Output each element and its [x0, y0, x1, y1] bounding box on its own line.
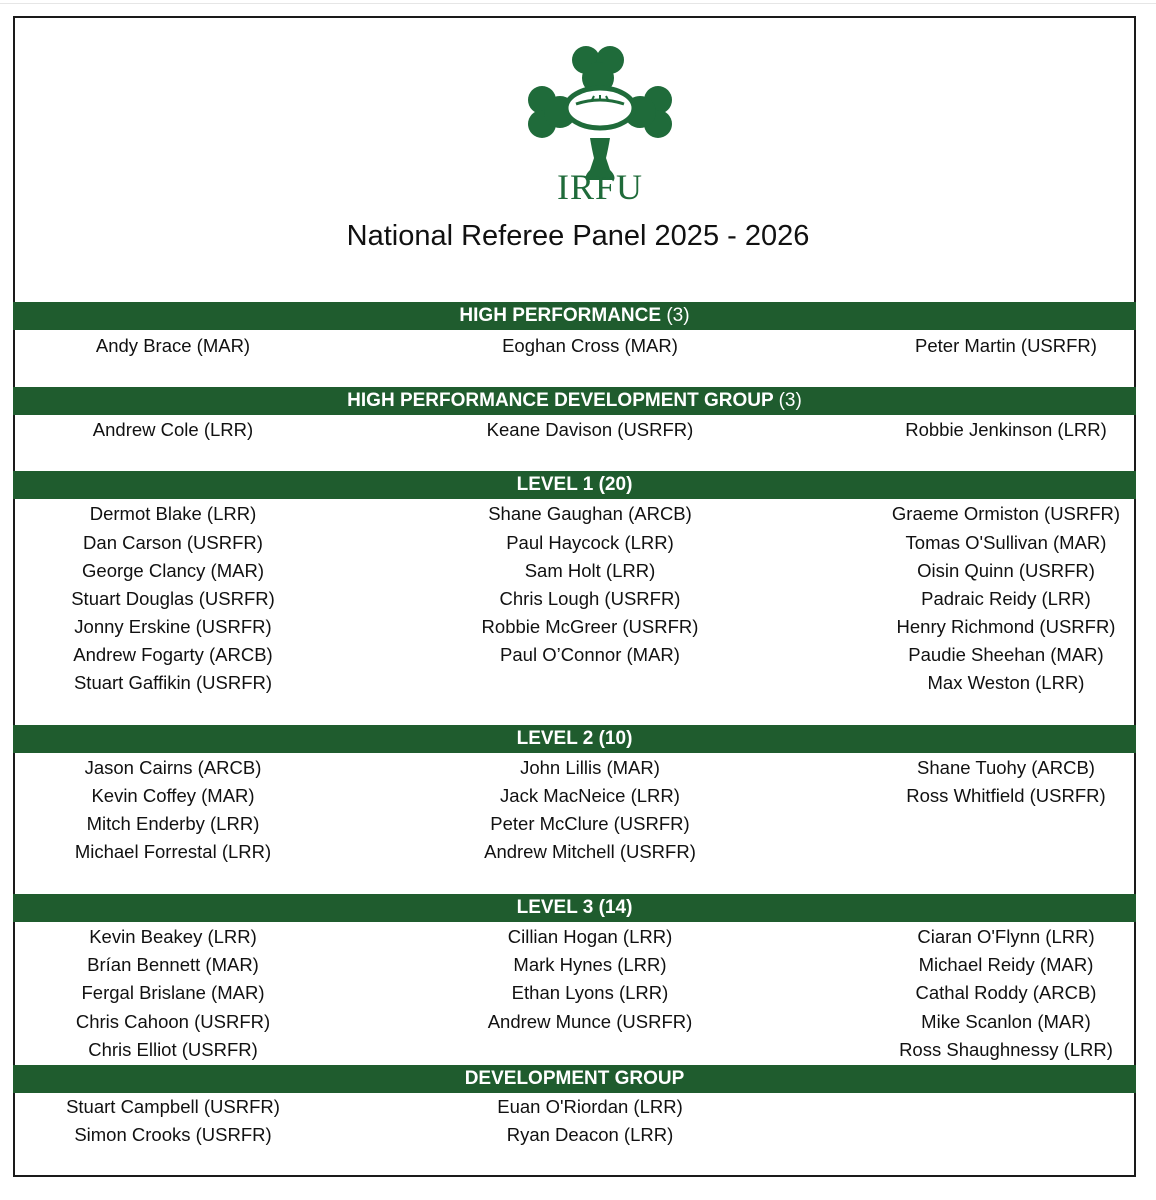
referee-name: Padraic Reidy (LRR)	[921, 588, 1091, 609]
table-row	[13, 613, 1136, 641]
referee-name: Tomas O'Sullivan (MAR)	[905, 532, 1107, 553]
section-count: (3)	[666, 305, 690, 326]
referee-name: Paul O’Connor (MAR)	[500, 644, 680, 665]
section-label: LEVEL 1 (20)	[516, 474, 633, 495]
referee-name: Peter Martin (USRFR)	[915, 335, 1097, 356]
referee-name: Stuart Douglas (USRFR)	[71, 588, 275, 609]
section-header-level-3	[13, 894, 1136, 922]
table-row	[13, 810, 1136, 838]
referee-name: Ross Shaughnessy (LRR)	[899, 1039, 1113, 1060]
section-header-development-group	[13, 1065, 1136, 1093]
table-row	[13, 782, 1136, 810]
referee-name: Mark Hynes (LRR)	[513, 954, 667, 975]
table-row	[13, 1121, 1136, 1149]
referee-name: Ross Whitfield (USRFR)	[906, 785, 1106, 806]
table-row	[13, 500, 1136, 528]
table-row	[13, 1036, 1136, 1064]
table-row	[13, 1093, 1136, 1121]
referee-name: Kevin Coffey (MAR)	[91, 785, 255, 806]
table-row	[13, 585, 1136, 613]
section-label: DEVELOPMENT GROUP	[464, 1068, 685, 1089]
section-label: HIGH PERFORMANCE	[459, 305, 662, 326]
referee-name: Peter McClure (USRFR)	[490, 813, 690, 834]
referee-name: Andrew Cole (LRR)	[92, 419, 254, 440]
table-row	[13, 979, 1136, 1007]
table-row	[13, 416, 1136, 444]
table-row	[13, 1008, 1136, 1036]
table-row	[13, 754, 1136, 782]
referee-name: Chris Lough (USRFR)	[499, 588, 681, 609]
table-row	[13, 557, 1136, 585]
table-row	[13, 923, 1136, 951]
referee-name: Euan O'Riordan (LRR)	[497, 1096, 683, 1117]
referee-name: Dan Carson (USRFR)	[83, 532, 263, 553]
referee-name: Fergal Brislane (MAR)	[81, 982, 265, 1003]
referee-name: Ciaran O'Flynn (LRR)	[917, 926, 1095, 947]
referee-name: Mitch Enderby (LRR)	[86, 813, 260, 834]
section-header-hp-development-group	[13, 387, 1136, 415]
referee-name: Dermot Blake (LRR)	[89, 503, 257, 524]
section-label: LEVEL 2 (10)	[516, 728, 633, 749]
referee-name: Robbie Jenkinson (LRR)	[905, 419, 1107, 440]
section-header-level-2	[13, 725, 1136, 753]
referee-name: Stuart Campbell (USRFR)	[66, 1096, 280, 1117]
page-title: National Referee Panel 2025 - 2026	[346, 220, 810, 252]
referee-name: Andy Brace (MAR)	[95, 335, 251, 356]
referee-name: George Clancy (MAR)	[82, 560, 264, 581]
referee-name: Chris Elliot (USRFR)	[88, 1039, 258, 1060]
referee-name: Jason Cairns (ARCB)	[84, 757, 262, 778]
referee-name: Graeme Ormiston (USRFR)	[891, 503, 1121, 524]
referee-name: Cathal Roddy (ARCB)	[915, 982, 1097, 1003]
referee-name: Andrew Munce (USRFR)	[487, 1011, 693, 1032]
referee-name: Paudie Sheehan (MAR)	[908, 644, 1104, 665]
referee-name: Shane Tuohy (ARCB)	[917, 757, 1095, 778]
referee-name: Chris Cahoon (USRFR)	[75, 1011, 271, 1032]
section-label: HIGH PERFORMANCE DEVELOPMENT GROUP	[347, 390, 774, 411]
table-row	[13, 669, 1136, 697]
referee-name: Ryan Deacon (LRR)	[506, 1124, 674, 1145]
table-row	[13, 951, 1136, 979]
referee-name: Michael Forrestal (LRR)	[74, 841, 272, 862]
referee-name: Jonny Erskine (USRFR)	[74, 616, 272, 637]
referee-name: Robbie McGreer (USRFR)	[481, 616, 699, 637]
referee-name: Stuart Gaffikin (USRFR)	[73, 672, 273, 693]
referee-name: Max Weston (LRR)	[927, 672, 1085, 693]
table-row	[13, 332, 1136, 360]
section-count: (3)	[778, 390, 802, 411]
section-header-level-1	[13, 471, 1136, 499]
referee-name: Ethan Lyons (LRR)	[511, 982, 669, 1003]
referee-name: Andrew Mitchell (USRFR)	[484, 841, 696, 862]
referee-name: Simon Crooks (USRFR)	[74, 1124, 272, 1145]
irfu-wordmark: IRFU	[556, 167, 644, 207]
referee-name: Andrew Fogarty (ARCB)	[73, 644, 273, 665]
section-label: LEVEL 3 (14)	[516, 897, 633, 918]
referee-name: Michael Reidy (MAR)	[918, 954, 1094, 975]
table-row	[13, 838, 1136, 866]
referee-name: Sam Holt (LRR)	[524, 560, 656, 581]
referee-name: Mike Scanlon (MAR)	[921, 1011, 1091, 1032]
referee-name: Cillian Hogan (LRR)	[507, 926, 673, 947]
referee-name: Oisin Quinn (USRFR)	[917, 560, 1095, 581]
referee-name: Kevin Beakey (LRR)	[89, 926, 257, 947]
referee-name: Brían Bennett (MAR)	[87, 954, 259, 975]
referee-name: Jack MacNeice (LRR)	[500, 785, 680, 806]
referee-name: John Lillis (MAR)	[520, 757, 660, 778]
referee-name: Paul Haycock (LRR)	[506, 532, 674, 553]
top-edge-line	[0, 3, 1156, 4]
referee-name: Keane Davison (USRFR)	[486, 419, 694, 440]
referee-name: Shane Gaughan (ARCB)	[488, 503, 692, 524]
referee-name: Henry Richmond (USRFR)	[896, 616, 1116, 637]
table-row	[13, 641, 1136, 669]
table-row	[13, 529, 1136, 557]
section-header-high-performance	[13, 302, 1136, 330]
referee-name: Eoghan Cross (MAR)	[502, 335, 678, 356]
